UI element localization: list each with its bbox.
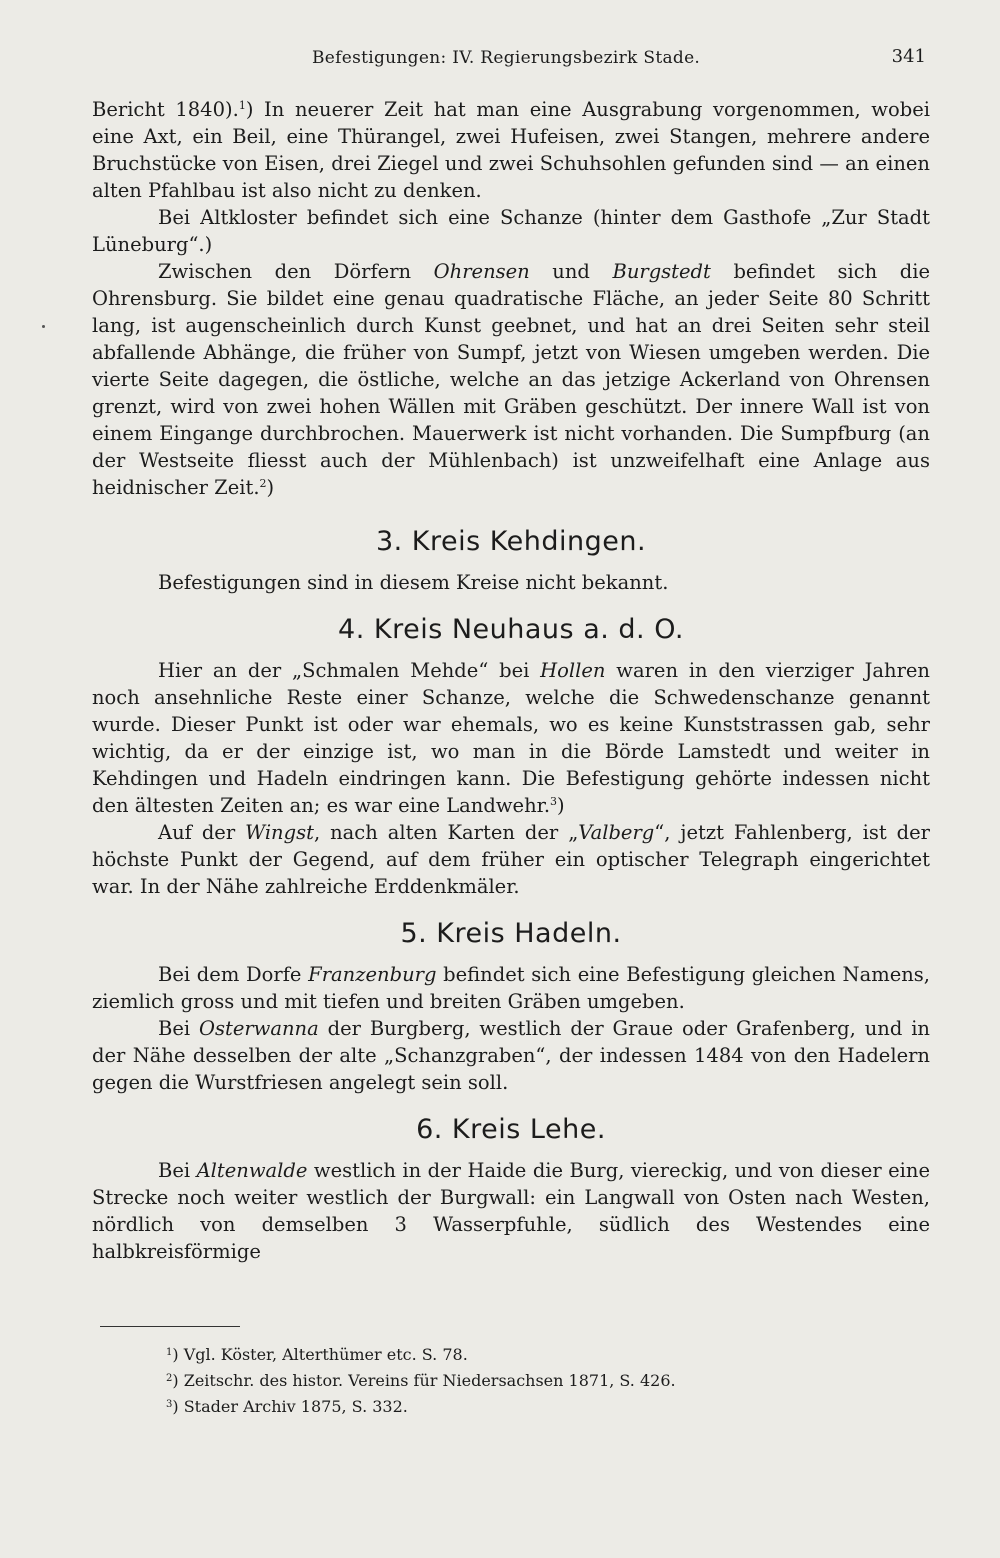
footnote: $^1$) Vgl. Köster, Alterthümer etc. S. 78. [166,1345,468,1364]
paragraph: Bei Altenwalde westlich in der Haide die Burg, viereckig, und von dieser eine Strecke noch weiter westlich der Burgwall: ein Langwall von Osten nach Westen, nördlich von demselben 3 Wasserpfuhle, südlich des Westendes eine halbkreisförmige [92,1159,930,1263]
section-heading: 5. Kreis Hadeln. [400,918,622,949]
section-heading: 3. Kreis Kehdingen. [375,526,647,557]
footnote: $^2$) Zeitschr. des histor. Vereins für Niedersachsen 1871, S. 426. [166,1371,676,1390]
paragraph: Bericht 1840).$^1$) In neuerer Zeit hat man eine Ausgrabung vorgenommen, wobei eine Axt, ein Beil, eine Thürangel, zwei Hufeisen, zwei Stangen, mehrere andere Bruchstücke von Eisen, drei Ziegel und zwei Schuhsohlen gefunden sind — an einen alten Pfahlbau ist also nicht zu denken. [92,98,930,202]
section-heading: 6. Kreis Lehe. [416,1114,606,1145]
page-number: 341 [891,46,926,67]
paragraph: Zwischen den Dörfern Ohrensen und Burgstedt befindet sich die Ohrensburg. Sie bildet eine genau quadratische Fläche, an jeder Seite 80 Schritt lang, ist augenscheinlich durch Kunst geebnet, und hat an drei Seiten sehr steil abfallende Abhänge, die früher von Sumpf, jetzt von Wiesen umgeben werden. Die vierte Seite dagegen, die östliche, welche an das jetzige Ackerland von Ohrensen grenzt, wird von zwei hohen Wällen mit Gräben geschützt. Der innere Wall ist von einem Eingange durchbrochen. Mauerwerk ist nicht vorhanden. Die Sumpfburg (an der Westseite fliesst auch der Mühlenbach) ist unzweifelhaft eine Anlage aus heidnischer Zeit.$^2$) [92,260,931,499]
footnote-ref: 2 [259,477,267,490]
margin-dot [42,325,45,328]
footnote: $^3$) Stader Archiv 1875, S. 332. [166,1397,408,1416]
page-header [92,40,928,74]
paragraph: Bei dem Dorfe Franzenburg befindet sich eine Befestigung gleichen Namens, ziemlich gross und mit tiefen und breiten Gräben umgeben. [92,963,931,1013]
running-title: Befestigungen: IV. Regierungsbezirk Stade. [312,48,701,68]
section-heading: 4. Kreis Neuhaus a. d. O. [338,614,684,645]
footnotes [166,1342,866,1420]
paragraph: Bei Altkloster befindet sich eine Schanze (hinter dem Gasthofe „Zur Stadt Lüneburg“.) [92,206,930,256]
footnote-ref: 1 [238,99,246,112]
paragraph: Auf der Wingst, nach alten Karten der „Valberg“, jetzt Fahlenberg, ist der höchste Punkt der Gegend, auf dem früher ein optischer Telegraph eingerichtet war. In der Nähe zahlreiche Erddenkmäler. [92,821,930,898]
footnote-ref: 3 [550,795,558,808]
paragraph: Bei Osterwanna der Burgberg, westlich der Graue oder Grafenberg, und in der Nähe desselben der alte „Schanzgraben“, der indessen 1484 von den Hadelern gegen die Wurstfriesen angelegt sein soll. [92,1017,930,1094]
footnote-divider [100,1326,240,1327]
main-text [92,96,930,1265]
paragraph: Befestigungen sind in diesem Kreise nicht bekannt. [158,571,669,594]
paragraph: Hier an der „Schmalen Mehde“ bei Hollen waren in den vierziger Jahren noch ansehnliche Reste einer Schanze, welche die Schwedenschanze genannt wurde. Dieser Punkt ist oder war ehemals, wo es keine Kunststrassen gab, sehr wichtig, da er der einzige ist, wo man in die Börde Lamstedt und weiter in Kehdingen und Hadeln eindringen kann. Die Befestigung gehörte indessen nicht den ältesten Zeiten an; es war eine Landwehr.$^3$) [92,659,930,817]
